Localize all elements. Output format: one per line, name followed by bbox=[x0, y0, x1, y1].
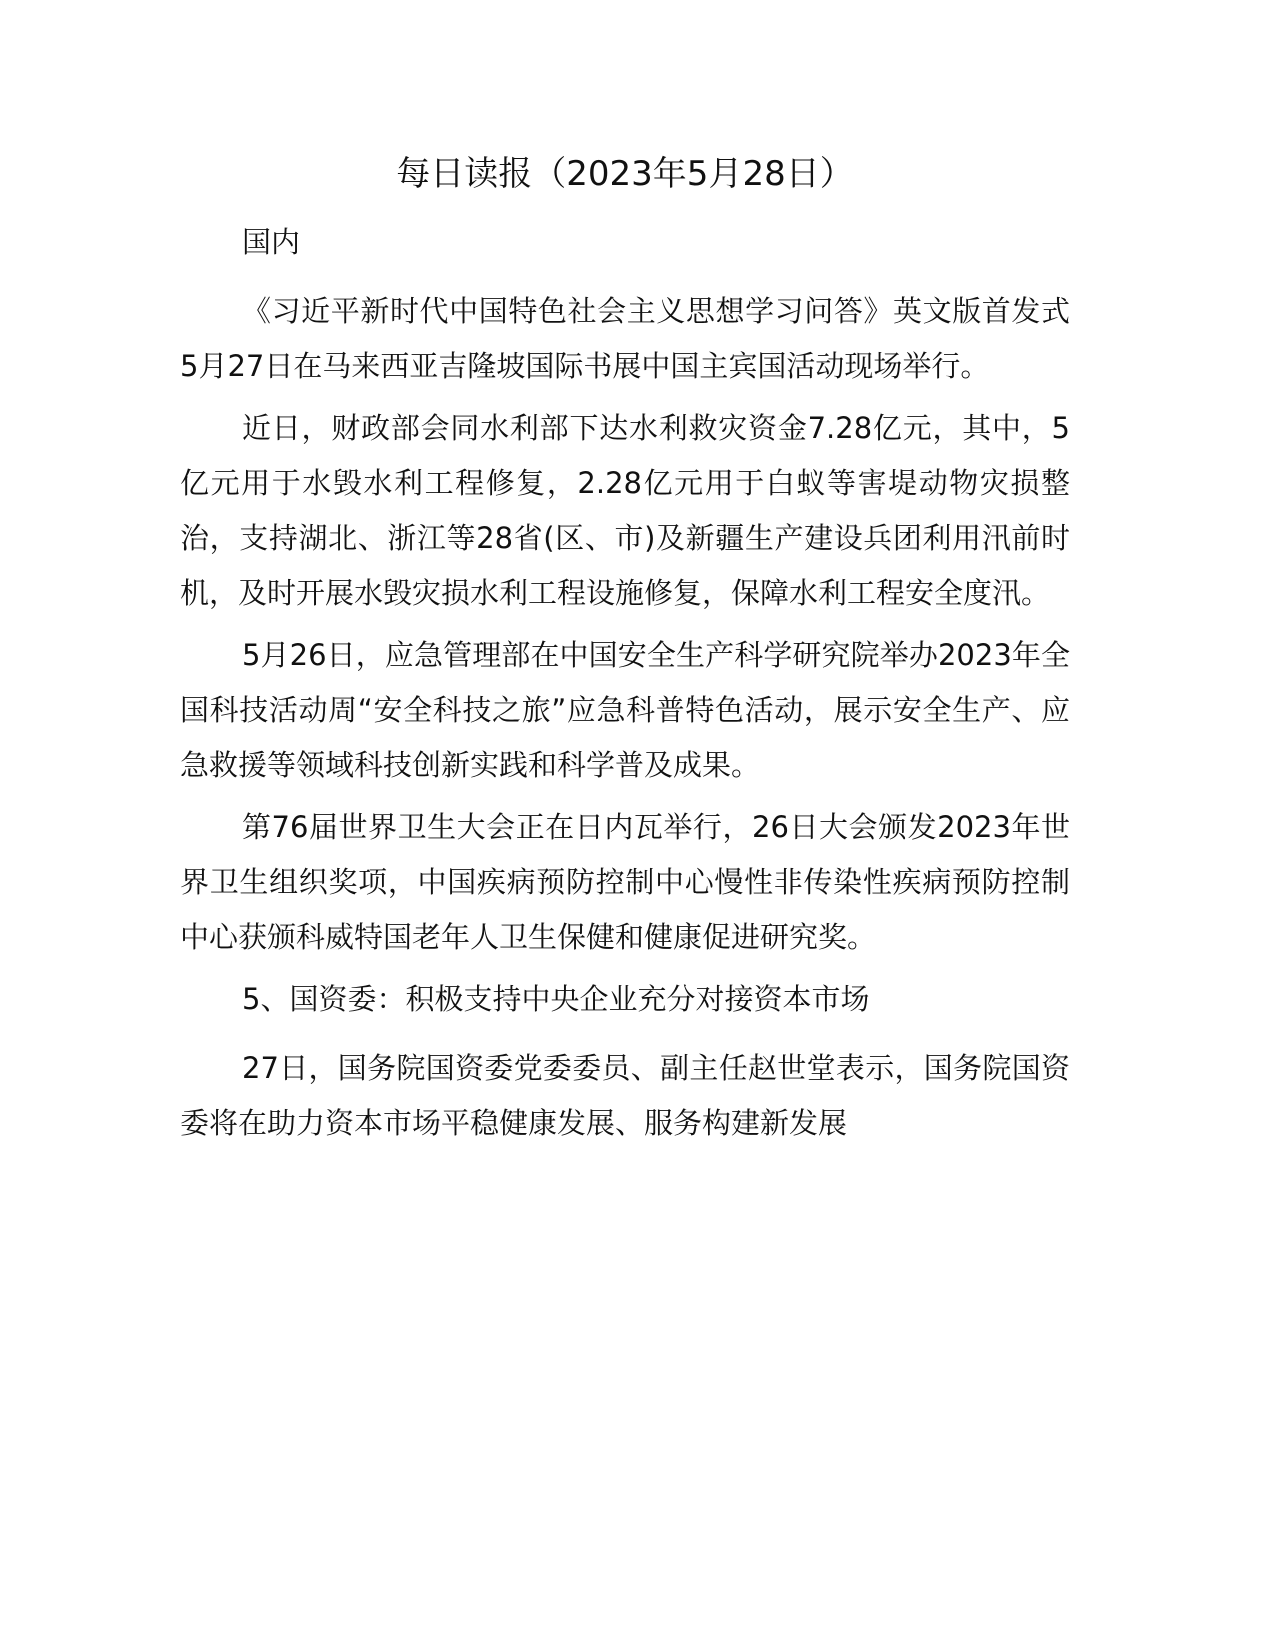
paragraph-disaster-relief-funds: 近日，财政部会同水利部下达水利救灾资金7.28亿元，其中，5亿元用于水毁水利工程修复，2.28亿元用于白蚁等害堤动物灾损整治，支持湖北、浙江等28省(区、市)及新疆生产建设兵团利用汛前时机，及时开展水毁灾损水利工程设施修复，保障水利工程安全度汛。 bbox=[180, 411, 1070, 610]
paragraph-safety-science-week: 5月26日，应急管理部在中国安全生产科学研究院举办2023年全国科技活动周“安全科技之旅”应急科普特色活动，展示安全生产、应急救援等领域科技创新实践和科学普及成果。 bbox=[180, 638, 1070, 782]
section-heading-domestic: 国内 bbox=[242, 225, 301, 259]
document-body bbox=[180, 215, 1070, 1158]
paragraph-sasac-heading: 5、国资委：积极支持中央企业充分对接资本市场 bbox=[242, 982, 870, 1016]
document-title: 每日读报（2023年5月28日） bbox=[396, 154, 854, 194]
paragraph-world-health-assembly: 第76届世界卫生大会正在日内瓦举行，26日大会颁发2023年世界卫生组织奖项，中国疾病预防控制中心慢性非传染性疾病预防控制中心获颁科威特国老年人卫生保健和健康促进研究奖。 bbox=[180, 810, 1070, 954]
paragraph-sasac-statement: 27日，国务院国资委党委委员、副主任赵世堂表示，国务院国资委将在助力资本市场平稳健康发展、服务构建新发展 bbox=[180, 1051, 1070, 1140]
paragraph-book-launch: 《习近平新时代中国特色社会主义思想学习问答》英文版首发式5月27日在马来西亚吉隆坡国际书展中国主宾国活动现场举行。 bbox=[180, 294, 1070, 383]
